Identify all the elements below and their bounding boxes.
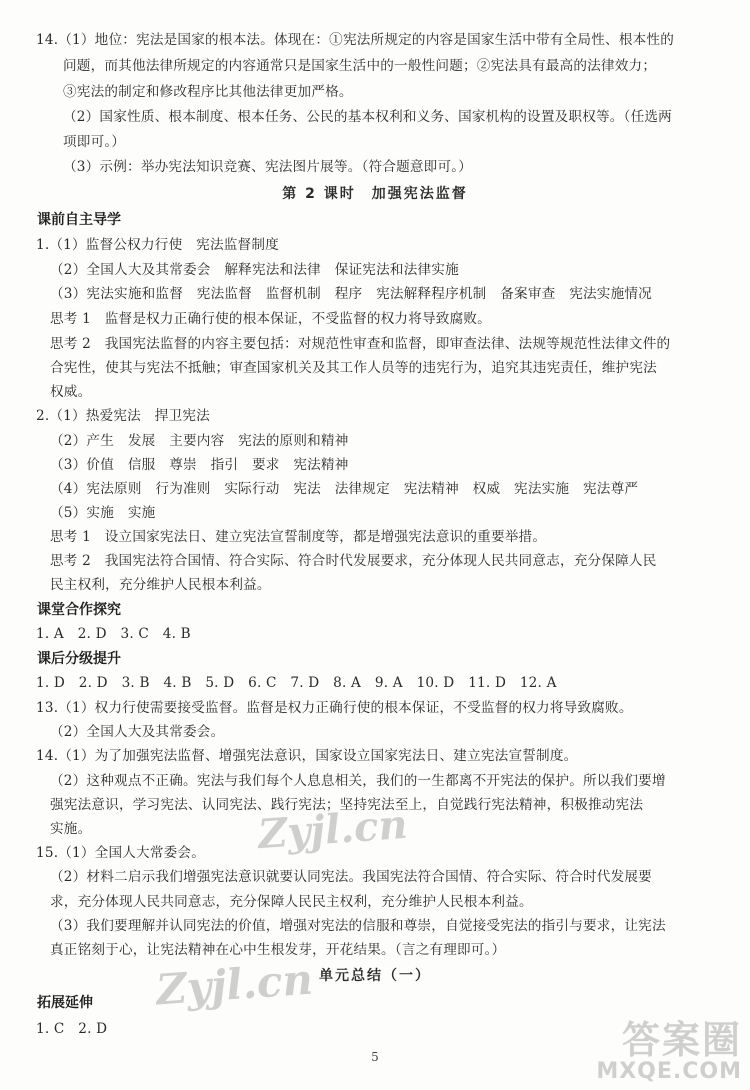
answer-line: 1. D 2. D 3. B 4. B 5. D 6. C 7. D 8. A 9. A 10. D 11. D 12. A — [36, 675, 557, 691]
answer-line: 1. C 2. D — [36, 1021, 108, 1037]
watermark-logo: Zyjl.cn — [154, 954, 315, 1015]
answer-line: （2）全国人大及其常委会。 — [50, 724, 225, 740]
answer-line: 14.（1）地位：宪法是国家的根本法。体现在：①宪法所规定的内容是国家生活中带有全局性、根本性的 — [36, 32, 674, 48]
answer-line: 思考 1 设立国家宪法日、建立宪法宣誓制度等，都是增强宪法意识的重要举措。 — [50, 529, 547, 545]
lesson-title: 第 2 课时 加强宪法监督 — [282, 186, 468, 202]
unit-title: 单元总结（一） — [319, 968, 431, 984]
answer-line: ③宪法的制定和修改程序比其他法律更加严格。 — [63, 84, 353, 100]
answer-line: （2）产生 发展 主要内容 宪法的原则和精神 — [50, 433, 349, 449]
section-heading: 课前自主导学 — [37, 212, 121, 228]
answer-line: 合宪性，使其与宪法不抵触；审查国家机关及其工作人员等的违宪行为，追究其违宪责任，维护宪法 — [50, 360, 657, 376]
answer-line: 1. A 2. D 3. C 4. B — [36, 626, 191, 642]
answer-line: （2）国家性质、根本制度、根本任务、公民的基本权利和义务、国家机构的设置及职权等。（任选两 — [63, 109, 672, 125]
answer-line: （3）示例：举办宪法知识竞赛、宪法图片展等。（符合题意即可。） — [63, 159, 473, 175]
answer-line: 1.（1）监督公权力行使 宪法监督制度 — [36, 237, 279, 253]
watermark-corner — [596, 1020, 742, 1084]
answer-line: 实施。 — [50, 821, 92, 837]
answer-line: （2）材料二启示我们增强宪法意识就要认同宪法。我国宪法符合国情、符合实际、符合时代发展要 — [50, 869, 652, 885]
answer-line: （3）价值 信服 尊崇 指引 要求 宪法精神 — [50, 457, 349, 473]
answer-line: 思考 2 我国宪法符合国情、符合实际、符合时代发展要求，充分体现人民共同意志，充分保障人民 — [50, 553, 657, 569]
answer-line: 思考 2 我国宪法监督的内容主要包括：对规范性审查和监督，即审查法律、法规等规范性法律文件的 — [50, 336, 671, 352]
answer-line: （3）我们要理解并认同宪法的价值，增强对宪法的信服和尊崇，自觉接受宪法的指引与要求，让宪法 — [50, 918, 666, 934]
watermark-corner-title: 答案圈 — [621, 1018, 742, 1062]
answer-line: 真正铭刻于心，让宪法精神在心中生根发芽，开花结果。（言之有理即可。） — [50, 942, 506, 958]
answer-line: 2.（1）热爱宪法 捍卫宪法 — [36, 408, 210, 424]
watermark-corner-url: MXQE.COM — [596, 1059, 742, 1084]
answer-line: （4）宪法原则 行为准则 实际行动 宪法 法律规定 宪法精神 权威 宪法实施 宪法尊严 — [50, 481, 639, 497]
page-number: 5 — [371, 1050, 379, 1064]
answer-line: （5）实施 实施 — [50, 505, 156, 521]
section-heading: 课后分级提升 — [37, 651, 121, 667]
section-heading: 课堂合作探究 — [37, 602, 121, 618]
answer-line: 15.（1）全国人大常委会。 — [36, 845, 206, 861]
answer-line: 问题，而其他法律所规定的内容通常只是国家生活中的一般性问题；②宪法具有最高的法律效力； — [63, 58, 657, 74]
answer-line: （3）宪法实施和监督 宪法监督 监督机制 程序 宪法解释程序机制 备案审查 宪法实施情况 — [50, 286, 652, 302]
answer-line: 13.（1）权力行使需要接受监督。监督是权力正确行使的根本保证，不受监督的权力将导致腐败。 — [36, 700, 633, 716]
answer-line: （2）这种观点不正确。宪法与我们每个人息息相关，我们的一生都离不开宪法的保护。所以我们要增 — [50, 773, 666, 789]
answer-line: 思考 1 监督是权力正确行使的根本保证，不受监督的权力将导致腐败。 — [50, 311, 491, 327]
answer-line: 民主权利，充分维护人民根本利益。 — [50, 577, 271, 593]
answer-line: 14.（1）为了加强宪法监督、增强宪法意识，国家设立国家宪法日、建立宪法宣誓制度。 — [36, 748, 578, 764]
answer-line: 强宪法意识，学习宪法、认同宪法、践行宪法；坚持宪法至上，自觉践行宪法精神，积极推动宪法 — [50, 797, 644, 813]
section-heading: 拓展延伸 — [37, 995, 93, 1011]
answer-line: 求，充分体现人民共同意志，充分保障人民民主权利，充分维护人民根本利益。 — [50, 894, 533, 910]
answer-line: （2）全国人大及其常委会 解释宪法和法律 保证宪法和法律实施 — [50, 262, 459, 278]
answer-line: 权威。 — [50, 384, 92, 400]
watermark-logo: Zyjl.cn — [256, 800, 409, 859]
answer-line: 项即可。） — [63, 134, 126, 150]
